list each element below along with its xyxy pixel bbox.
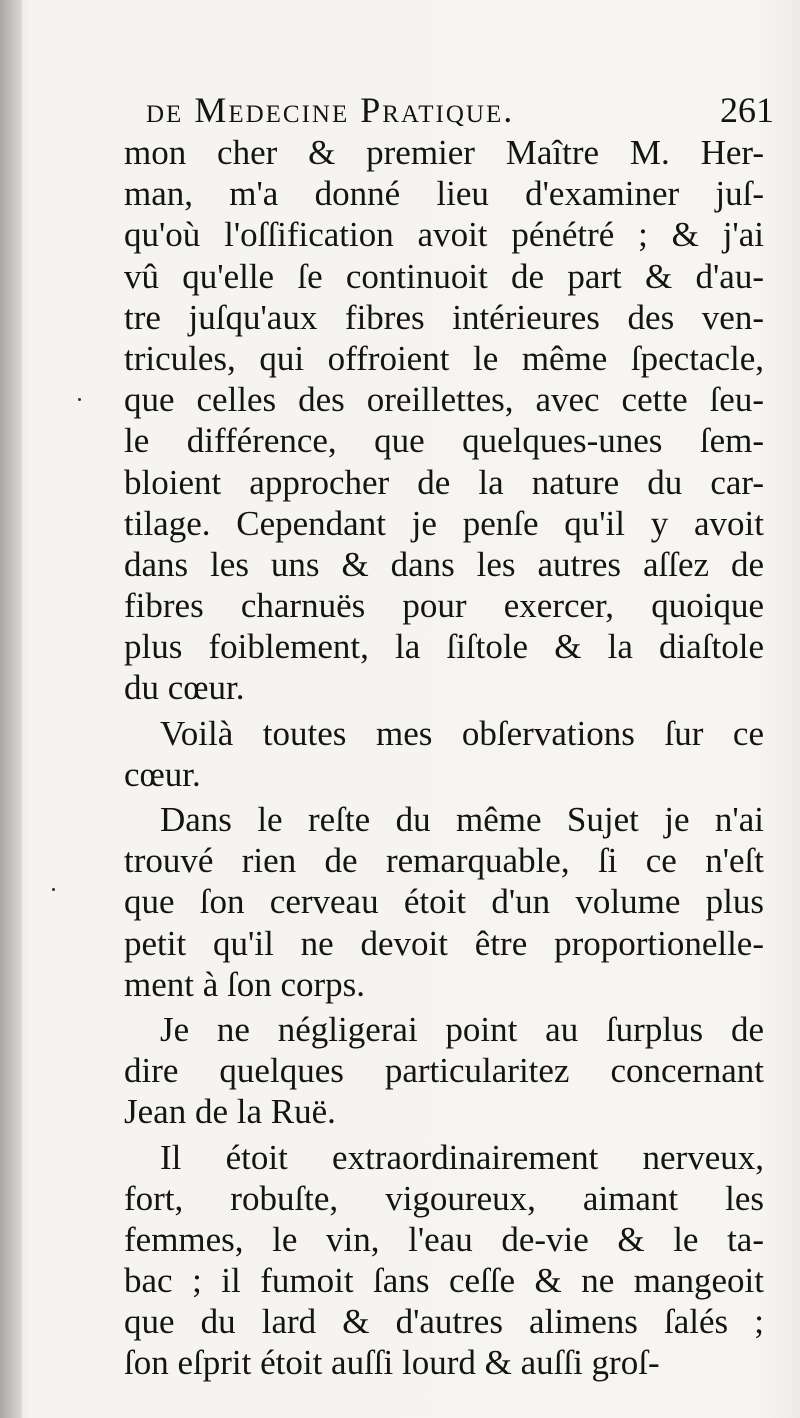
text-line: man, m'a donné lieu d'examiner juſ-: [124, 174, 764, 214]
text-line: dire quelques particularitez concernant: [124, 1051, 764, 1091]
text-line: plus foiblement, la ſiſtole & la diaſtole: [124, 627, 764, 667]
text-line: que ſon cerveau étoit d'un volume plus: [124, 882, 764, 922]
text-line: tricules, qui offroient le même ſpectacle,: [124, 338, 764, 378]
text-line: Voilà toutes mes obſervations ſur ce: [160, 713, 764, 753]
text-line: ment à ſon corps.: [124, 964, 366, 1004]
paragraph: [124, 1137, 764, 1384]
gutter-shadow: [0, 0, 22, 1418]
text-line: dans les uns & dans les autres aſſez de: [124, 544, 764, 584]
text-line: du cœur.: [124, 668, 245, 708]
running-head-title: de Medecine Pratique.: [146, 90, 515, 130]
text-line: petit qu'il ne devoit être proportionelle-: [124, 923, 764, 963]
text-line: Jean de la Ruë.: [124, 1092, 336, 1132]
text-line: ſon eſprit étoit auſſi lourd & auſſi groſ-: [124, 1343, 660, 1383]
text-line: tilage. Cependant je penſe qu'il y avoit: [124, 503, 764, 543]
page-number: 261: [720, 90, 774, 130]
text-line: femmes, le vin, l'eau de-vie & le ta-: [124, 1219, 764, 1259]
text-line: le différence, que quelques-unes ſem-: [124, 421, 764, 461]
text-line: cœur.: [124, 754, 201, 794]
text-line: fort, robuſte, vigoureux, aimant les: [124, 1178, 764, 1218]
paragraph: [124, 132, 764, 709]
text-line: bac ; il fumoit ſans ceſſe & ne mangeoit: [124, 1261, 764, 1301]
text-line: Dans le reſte du même Sujet je n'ai: [160, 800, 764, 839]
paragraph: [124, 1009, 764, 1133]
text-line: trouvé rien de remarquable, ſi ce n'eſt: [124, 841, 764, 881]
running-head: [146, 88, 786, 132]
text-line: qu'où l'oſſification avoit pénétré ; & j'ai: [124, 215, 764, 255]
text-line: que du lard & d'autres alimens ſalés ;: [124, 1302, 764, 1342]
body-text: [124, 132, 764, 1384]
text-line: que celles des oreillettes, avec cette ſeu-: [124, 380, 764, 420]
text-line: bloient approcher de la nature du car-: [124, 462, 764, 502]
ink-speck: [52, 888, 55, 891]
paragraph: [124, 799, 764, 1005]
text-line: Je ne négligerai point au ſurplus de: [160, 1009, 764, 1049]
text-line: Il étoit extraordinairement nerveux,: [160, 1137, 764, 1177]
text-line: fibres charnuës pour exercer, quoique: [124, 586, 764, 626]
text-line: mon cher & premier Maître M. Her-: [124, 133, 764, 172]
paragraph: [124, 713, 764, 795]
text-line: tre juſqu'aux fibres intérieures des ven-: [124, 297, 764, 337]
text-line: vû qu'elle ſe continuoit de part & d'au-: [124, 256, 764, 296]
ink-speck: [78, 398, 81, 401]
